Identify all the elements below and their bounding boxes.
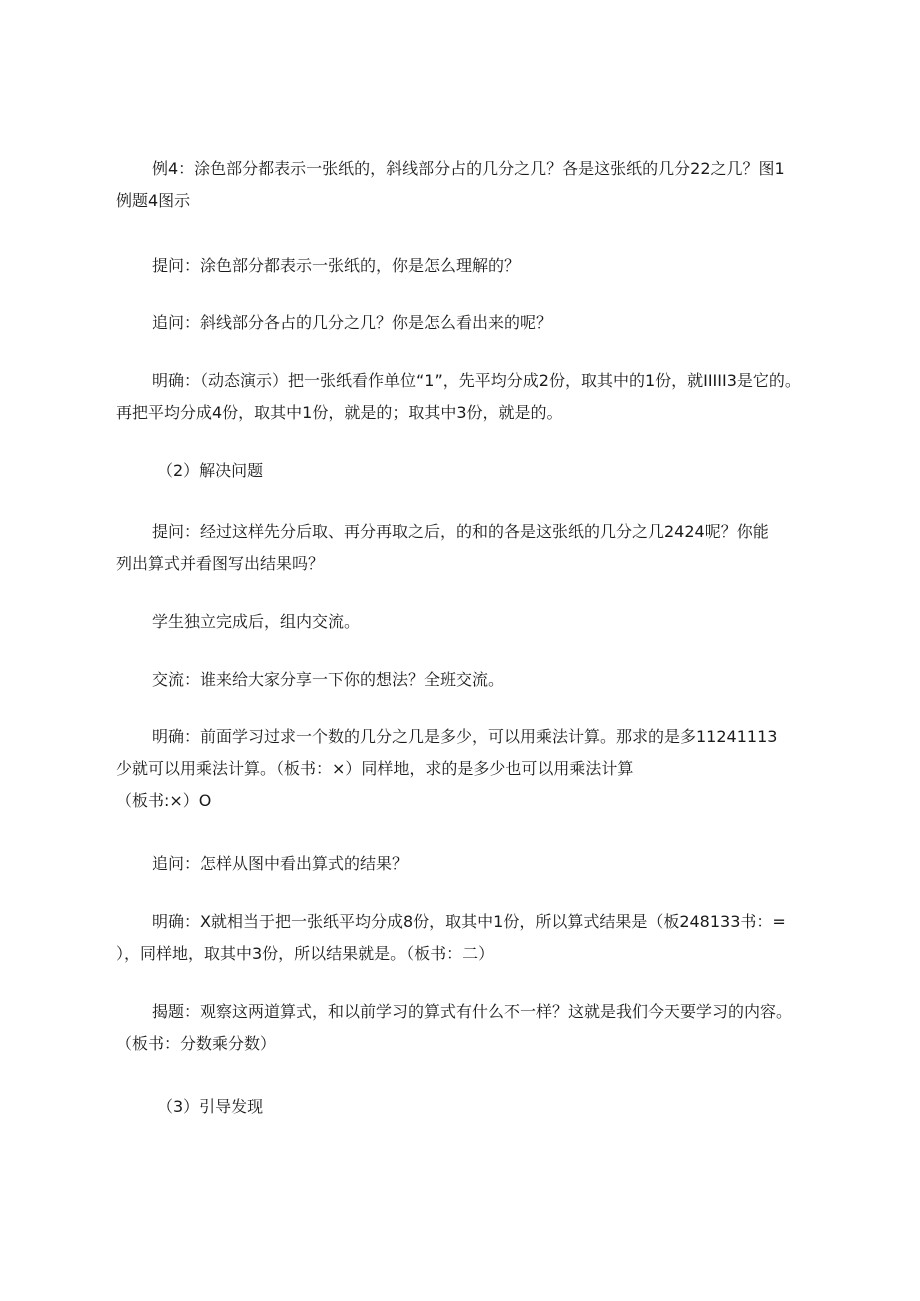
text-line: 少就可以用乘法计算。（板书：×）同样地，求的是多少也可以用乘法计算 (116, 759, 634, 778)
student-work-paragraph (116, 606, 816, 638)
clarification-paragraph (116, 365, 816, 429)
question-paragraph-2 (116, 516, 816, 580)
text-line: 追问：怎样从图中看出算式的结果？ (152, 854, 409, 873)
text-line: （板书：分数乘分数） (116, 1034, 277, 1053)
reveal-topic-paragraph (116, 996, 816, 1060)
example-4-paragraph (116, 153, 816, 217)
text-line: 揭题：观察这两道算式，和以前学习的算式有什么不一样？这就是我们今天要学习的内容。 (152, 1002, 793, 1021)
text-line: 列出算式并看图写出结果吗？ (116, 554, 325, 573)
text-line: 学生独立完成后，组内交流。 (152, 612, 361, 631)
exchange-paragraph (116, 664, 816, 696)
text-line: 再把平均分成4份，取其中1份，就是的；取其中3份，就是的。 (116, 403, 563, 422)
text-line: 追问：斜线部分各占的几分之几？你是怎么看出来的呢？ (152, 313, 553, 332)
text-line: 提问：经过这样先分后取、再分再取之后，的和的各是这张纸的几分之几2424呢？你能 (152, 522, 769, 541)
follow-up-question-paragraph-2 (116, 848, 816, 880)
text-line: 提问：涂色部分都表示一张纸的，你是怎么理解的？ (152, 256, 521, 275)
text-line: ），同样地，取其中3份，所以结果就是。（板书：二） (116, 944, 495, 963)
text-line: （板书:×）O (116, 791, 212, 810)
text-line: 明确：X就相当于把一张纸平均分成8份，取其中1份，所以算式结果是（板248133书：= (152, 912, 786, 931)
clarification-paragraph-2 (116, 721, 816, 817)
question-paragraph (116, 250, 816, 282)
section-heading-solve-problem: （2）解决问题 (157, 461, 264, 480)
text-line: 明确：前面学习过求一个数的几分之几是多少，可以用乘法计算。那求的是多11241113 (152, 727, 778, 746)
follow-up-question-paragraph (116, 307, 816, 339)
text-line: 明确：（动态演示）把一张纸看作单位“1”，先平均分成2份，取其中的1份，就IIIII3是它的。 (152, 371, 801, 390)
clarification-paragraph-3 (116, 906, 816, 970)
text-line: 例4：涂色部分都表示一张纸的，斜线部分占的几分之几？各是这张纸的几分22之几？图1 (152, 159, 785, 178)
section-heading-guided-discovery: （3）引导发现 (157, 1097, 264, 1116)
text-line: 例题4图示 (116, 191, 191, 210)
text-line: 交流：谁来给大家分享一下你的想法？全班交流。 (152, 670, 505, 689)
